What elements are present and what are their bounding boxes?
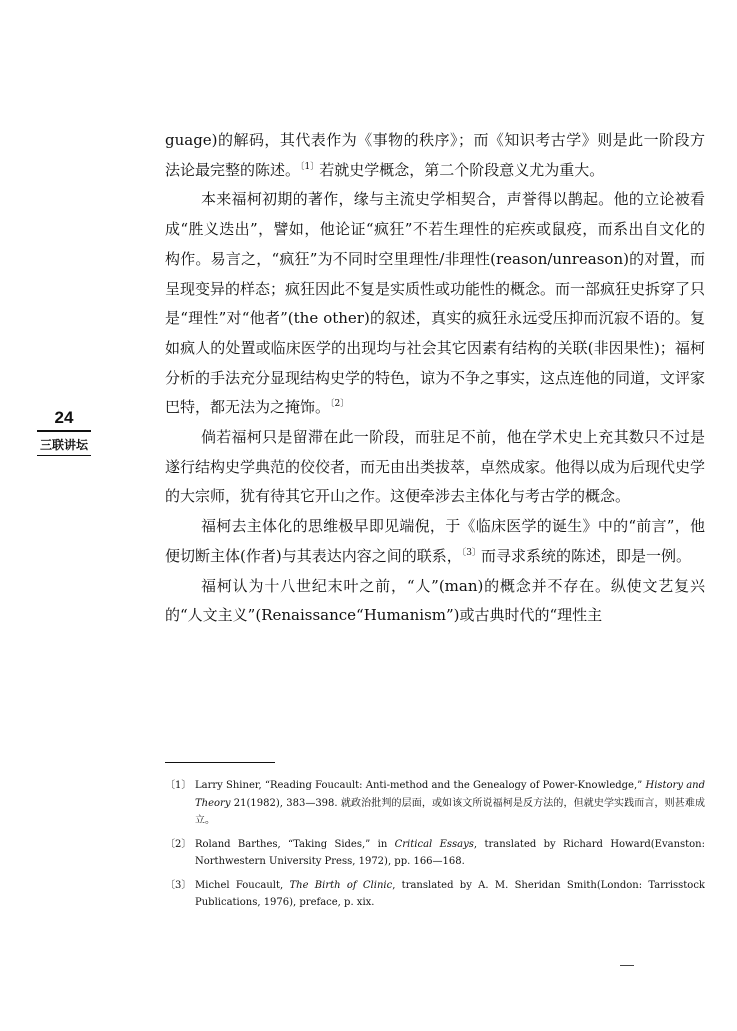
text-run: 福柯去主体化的思维极早即见端倪，于《临床医学的诞生》中的“前言”，他便切断主体(作者)与其表达内容之间的联系， bbox=[165, 517, 705, 565]
text-run: Larry Shiner, “Reading Foucault: Anti-method and the Genealogy of Power-Knowledge,” bbox=[195, 780, 646, 791]
body-paragraph bbox=[165, 572, 705, 631]
text-run: 若就史学概念，第二个阶段意义尤为重大。 bbox=[319, 160, 605, 179]
footnote-text bbox=[195, 836, 705, 871]
footnote-number: 〔2〕 bbox=[165, 838, 192, 850]
side-page-marker bbox=[37, 408, 91, 456]
work-title: The Birth of Clinic bbox=[289, 879, 393, 891]
footnote-number: 〔3〕 bbox=[165, 879, 192, 891]
body-paragraph bbox=[165, 126, 705, 185]
footnote-ref: 〔1〕 bbox=[300, 161, 320, 172]
footnote-rule bbox=[165, 762, 275, 763]
scan-mark bbox=[620, 965, 634, 966]
footnote bbox=[165, 877, 705, 912]
text-run: 21(1982), 383—398. 就政治批判的层面，或如该文所说福柯是反方法的，但就史学实践而言，则甚难成立。 bbox=[195, 797, 705, 826]
series-name: 三联讲坛 bbox=[37, 432, 91, 456]
footnote-ref: 〔2〕 bbox=[330, 399, 350, 410]
text-run: , translated by Richard Howard(Evanston: Northwestern University Press, 1972), pp. 166—168. bbox=[195, 838, 705, 867]
footnote-text bbox=[195, 777, 705, 830]
main-text bbox=[165, 126, 705, 631]
text-run: 福柯认为十八世纪末叶之前，“人”(man)的概念并不存在。纵使文艺复兴的“人文主义”(Renaissance“Humanism”)或古典时代的“理性主 bbox=[165, 576, 705, 625]
footnote bbox=[165, 777, 705, 830]
text-run: 倘若福柯只是留滞在此一阶段，而驻足不前，他在学术史上充其数只不过是遂行结构史学典范的佼佼者，而无由出类拔萃，卓然成家。他得以成为后现代史学的大宗师，犹有待其它开山之作。这便牵涉去主体化与考古学的概念。 bbox=[165, 428, 706, 506]
footnotes bbox=[165, 777, 705, 918]
footnote bbox=[165, 836, 705, 871]
text-run: guage)的解码，其代表作为《事物的秩序》；而《知识考古学》则是此一阶段方法论最完整的陈述。 bbox=[165, 131, 705, 179]
text-run: , translated by A. M. Sheridan Smith(London: Tarrisstock Publications, 1976), preface, p. xix. bbox=[195, 879, 705, 908]
footnote-text bbox=[195, 877, 705, 912]
text-run: Michel Foucault, bbox=[195, 879, 290, 891]
body-paragraph bbox=[165, 512, 705, 571]
body-paragraph bbox=[165, 185, 705, 423]
footnote-ref: 〔3〕 bbox=[461, 547, 481, 558]
text-run: 而寻求系统的陈述，即是一例。 bbox=[480, 546, 691, 565]
footnote-number: 〔1〕 bbox=[165, 780, 192, 791]
body-paragraph bbox=[165, 423, 705, 512]
work-title: History and Theory bbox=[195, 780, 705, 809]
text-run: Roland Barthes, “Taking Sides,” in bbox=[195, 838, 395, 850]
work-title: Critical Essays bbox=[394, 838, 474, 850]
page-number: 24 bbox=[37, 408, 91, 432]
text-run: 本来福柯初期的著作，缘与主流史学相契合，声誉得以鹊起。他的立论被看成“胜义迭出”，譬如，他论证“疯狂”不若生理性的疟疾或鼠疫，而系出自文化的构作。易言之，“疯狂”为不同时空里理性/非理性(reason/unreason)的对置，而呈现变异的样态；疯狂因此不复是实质性或功能性的概念。而一部疯狂史拆穿了只是“理性”对“他者”(the other)的叙述，真实的疯狂永远受压抑而沉寂不语的。复如疯人的处置或临床医学的出现均与社会其它因素有结构的关联(非因果性)；福柯分析的手法充分显现结构史学的特色，谅为不争之事实，这点连他的同道，文评家巴特，都无法为之掩饰。 bbox=[165, 190, 706, 417]
